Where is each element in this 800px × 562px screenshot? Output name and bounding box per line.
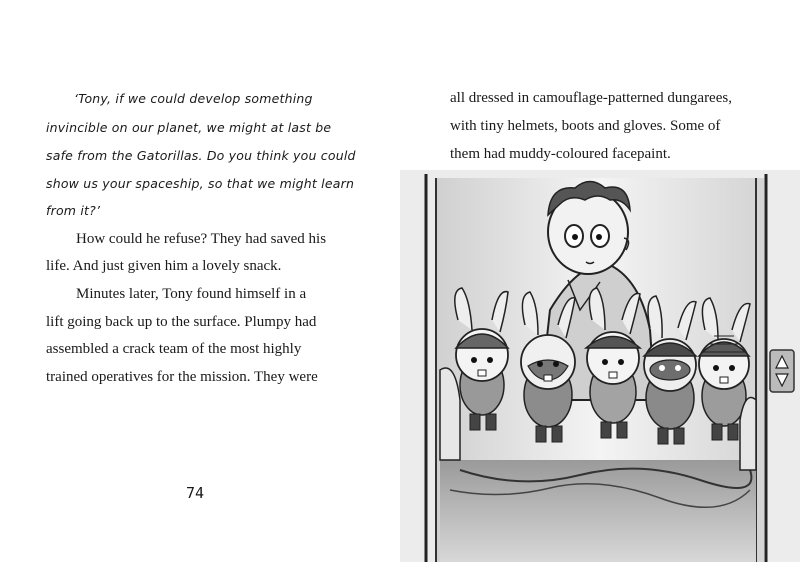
tony-pupil xyxy=(596,234,602,240)
lift-button-panel xyxy=(770,350,794,392)
text-line: Minutes later, Tony found himself in a xyxy=(76,286,307,302)
bunny-facepaint xyxy=(650,360,690,380)
text-line: life. And just given him a lovely snack. xyxy=(46,258,282,274)
speech-line: ‘Tony, if we could develop something xyxy=(74,91,313,106)
page-number: 74 xyxy=(186,484,205,502)
right-page xyxy=(400,0,800,562)
text-line: assembled a crack team of the most highly xyxy=(46,341,302,357)
bunny-partial-left xyxy=(440,368,460,460)
speech-line: invincible on our planet, we might at last be xyxy=(46,120,332,135)
speech-line: from it?’ xyxy=(46,203,101,218)
lift-floor xyxy=(440,460,756,562)
text-line: them had muddy-coloured facepaint. xyxy=(450,146,671,162)
bunny-partial-right xyxy=(740,398,756,471)
text-line: with tiny helmets, boots and gloves. Some of xyxy=(450,118,721,134)
text-line: trained operatives for the mission. They were xyxy=(46,369,318,385)
lift-illustration xyxy=(400,170,800,562)
text-line: How could he refuse? They had saved his xyxy=(76,231,327,247)
text-line: lift going back up to the surface. Plumpy had xyxy=(46,314,317,330)
text-line: all dressed in camouflage-patterned dungarees, xyxy=(450,90,732,106)
speech-line: safe from the Gatorillas. Do you think you could xyxy=(46,148,356,163)
tony-pupil xyxy=(572,234,578,240)
speech-line: show us your spaceship, so that we might learn xyxy=(46,176,355,191)
